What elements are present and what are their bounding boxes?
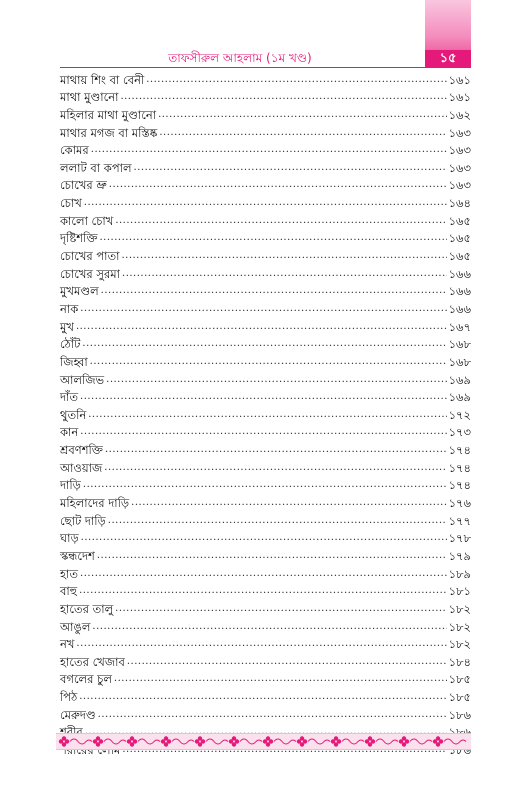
toc-row xyxy=(60,492,471,510)
toc-dot-leader xyxy=(80,567,447,581)
toc-row xyxy=(60,316,471,334)
toc-row xyxy=(60,281,471,299)
toc-row xyxy=(60,651,471,669)
toc-dot-leader xyxy=(131,496,446,510)
toc-entry-page: ১৬৯ xyxy=(448,372,471,387)
toc-dot-leader xyxy=(82,337,446,351)
toc-entry-title: শ্রবণশক্তি xyxy=(60,443,103,458)
toc-entry-page: ১৬২ xyxy=(448,107,471,122)
flower-ornament-icon xyxy=(331,736,364,746)
toc-dot-leader xyxy=(92,620,446,634)
toc-row xyxy=(60,528,471,546)
toc-entry-title: মাথায় শিং বা বেনী xyxy=(60,72,145,87)
toc-row xyxy=(60,404,471,422)
page-number: ১৫ xyxy=(425,50,471,68)
toc-row xyxy=(60,351,471,369)
toc-dot-leader xyxy=(108,514,447,528)
flower-ornament-icon xyxy=(399,736,432,746)
toc-dot-leader xyxy=(84,196,447,210)
toc-entry-title: কোমর xyxy=(60,143,89,158)
toc-entry-title: হাতের খেজাব xyxy=(60,654,125,669)
toc-row xyxy=(60,157,471,175)
toc-entry-page: ১৮২ xyxy=(448,619,471,634)
toc-dot-leader xyxy=(109,178,447,192)
toc-entry-page: ১৭৬ xyxy=(448,496,471,511)
toc-row xyxy=(60,457,471,475)
flower-ornament-icon xyxy=(195,736,228,746)
toc-row xyxy=(60,175,471,193)
toc-entry-title: পিঠ xyxy=(60,690,78,705)
toc-entry-page: ১৬৩ xyxy=(448,143,471,158)
toc-dot-leader xyxy=(79,584,447,598)
toc-row xyxy=(60,545,471,563)
toc-entry-title: মহিলার মাথা মুণ্ডানো xyxy=(60,107,157,122)
toc-row xyxy=(60,634,471,652)
toc-dot-leader xyxy=(83,478,447,492)
flower-ornament-icon xyxy=(93,736,126,746)
toc-row xyxy=(60,439,471,457)
toc-row xyxy=(60,69,471,87)
toc-entry-page: ১৬৮ xyxy=(448,337,471,352)
toc-row xyxy=(60,669,471,687)
toc-entry-page: ১৬৩ xyxy=(448,178,471,193)
toc-entry-title: মুখ xyxy=(60,319,74,334)
toc-dot-leader xyxy=(100,231,447,245)
toc-entry-title: বগলের চুল xyxy=(60,672,112,687)
toc-entry-title: জিহ্বা xyxy=(60,354,88,369)
toc-entry-title: ঠোঁট xyxy=(60,337,81,352)
toc-entry-title: কালো চোখ xyxy=(60,213,114,228)
toc-entry-page: ১৬৬ xyxy=(448,266,471,281)
toc-entry-title: চোখ xyxy=(60,196,82,211)
toc-entry-page: ১৮৯ xyxy=(448,566,471,581)
toc-dot-leader xyxy=(88,408,446,422)
toc-entry-title: দৃষ্টিশক্তি xyxy=(60,231,98,246)
toc-entry-title: মাথার মগজ বা মস্তিষ্ক xyxy=(60,125,158,140)
toc-row xyxy=(60,581,471,599)
header-rule xyxy=(60,67,471,68)
toc-entry-page: ১৬৩ xyxy=(448,160,471,175)
toc-entry-page: ১৭৪ xyxy=(448,443,471,458)
toc-entry-title: নাক xyxy=(60,301,79,316)
running-header-title: তাফসীরুল আহলাম (১ম খণ্ড) xyxy=(168,51,312,65)
toc-entry-title: চোখের সুরমা xyxy=(60,266,121,281)
toc-row xyxy=(60,598,471,616)
toc-dot-leader xyxy=(76,637,446,651)
toc-row xyxy=(60,510,471,528)
toc-entry-page: ১৬১ xyxy=(448,90,471,105)
toc-row xyxy=(60,245,471,263)
toc-entry-page: ১৭৩ xyxy=(448,425,471,440)
toc-entry-page: ১৭২ xyxy=(448,407,471,422)
toc-entry-title: ছোট দাড়ি xyxy=(60,513,106,528)
toc-entry-title: মহিলাদের দাড়ি xyxy=(60,496,130,511)
toc-entry-page: ১৮৫ xyxy=(448,690,471,705)
toc-entry-page: ১৭৮ xyxy=(448,531,471,546)
toc-entry-page: ১৬১ xyxy=(448,72,471,87)
toc-entry-page: ১৮৪ xyxy=(448,654,471,669)
flower-ornament-icon xyxy=(297,736,330,746)
toc-entry-title: বাহু xyxy=(60,584,78,599)
toc-dot-leader xyxy=(114,672,447,686)
toc-entry-page: ১৮৬ xyxy=(448,707,471,722)
toc-entry-title: আওয়াজ xyxy=(60,460,103,475)
toc-row xyxy=(60,298,471,316)
toc-entry-page: ১৬৪ xyxy=(448,196,471,211)
toc-entry-title: স্কন্ধদেশ xyxy=(60,548,95,563)
toc-dot-leader xyxy=(98,708,447,722)
toc-dot-leader xyxy=(115,214,446,228)
toc-entry-title: আঙুল xyxy=(60,619,91,634)
toc-entry-page: ১৬৩ xyxy=(448,125,471,140)
toc-entry-page: ১৮১ xyxy=(448,584,471,599)
toc-entry-title: নখ xyxy=(60,637,75,652)
flower-ornament-icon xyxy=(263,736,296,746)
toc-entry-page: ১৭৪ xyxy=(448,478,471,493)
toc-entry-title: চোখের ভ্রু xyxy=(60,178,107,193)
footer-ornament-band xyxy=(56,733,471,750)
toc-row xyxy=(60,210,471,228)
toc-row xyxy=(60,192,471,210)
toc-row xyxy=(60,422,471,440)
toc-row xyxy=(60,704,471,722)
toc-dot-leader xyxy=(80,390,447,404)
toc-entry-title: চোখের পাতা xyxy=(60,249,120,264)
toc-dot-leader xyxy=(104,461,446,475)
toc-row xyxy=(60,334,471,352)
toc-dot-leader xyxy=(122,267,447,281)
toc-dot-leader xyxy=(134,161,447,175)
table-of-contents xyxy=(60,69,471,757)
toc-entry-title: মুখমণ্ডল xyxy=(60,284,99,299)
toc-entry-title: আলজিভ xyxy=(60,372,105,387)
toc-entry-page: ১৬৫ xyxy=(448,249,471,264)
toc-entry-title: ললাট বা কপাল xyxy=(60,160,132,175)
toc-row xyxy=(60,387,471,405)
toc-row xyxy=(60,122,471,140)
toc-dot-leader xyxy=(91,143,447,157)
toc-entry-page: ১৭৯ xyxy=(448,548,471,563)
flower-ornament-icon xyxy=(433,736,466,746)
toc-entry-page: ১৮২ xyxy=(448,601,471,616)
toc-dot-leader xyxy=(81,531,447,545)
toc-entry-page: ১৮২ xyxy=(448,637,471,652)
toc-entry-page: ১৭৪ xyxy=(448,460,471,475)
toc-row xyxy=(60,228,471,246)
toc-entry-page: ১৬৬ xyxy=(448,301,471,316)
toc-entry-page: ১৬৬ xyxy=(448,284,471,299)
toc-row xyxy=(60,263,471,281)
toc-row xyxy=(60,563,471,581)
toc-dot-leader xyxy=(90,355,447,369)
toc-entry-title: হাতের তালু xyxy=(60,601,114,616)
flower-ornament-icon xyxy=(59,736,92,746)
toc-dot-leader xyxy=(121,249,446,263)
toc-entry-title: থুতনি xyxy=(60,407,87,422)
toc-dot-leader xyxy=(115,602,446,616)
flower-ornament-icon xyxy=(229,736,262,746)
toc-dot-leader xyxy=(80,302,446,316)
toc-dot-leader xyxy=(159,126,446,140)
toc-dot-leader xyxy=(158,108,447,122)
toc-row xyxy=(60,616,471,634)
toc-dot-leader xyxy=(80,425,446,439)
toc-entry-title: ঘাড় xyxy=(60,531,79,546)
toc-entry-page: ১৮৫ xyxy=(448,672,471,687)
toc-entry-title: মাথা মুণ্ডানো xyxy=(60,90,119,105)
toc-dot-leader xyxy=(79,690,446,704)
toc-row xyxy=(60,369,471,387)
toc-row xyxy=(60,87,471,105)
toc-row xyxy=(60,475,471,493)
toc-row xyxy=(60,686,471,704)
toc-entry-page: ১৬৯ xyxy=(448,390,471,405)
toc-entry-page: ১৬৭ xyxy=(448,319,471,334)
toc-dot-leader xyxy=(76,320,447,334)
toc-dot-leader xyxy=(105,443,447,457)
toc-entry-page: ১৬৮ xyxy=(448,354,471,369)
toc-dot-leader xyxy=(101,284,447,298)
footer-ornament xyxy=(56,734,471,749)
toc-entry-title: কান xyxy=(60,425,79,440)
toc-dot-leader xyxy=(97,549,447,563)
toc-dot-leader xyxy=(120,90,446,104)
toc-entry-title: মেরুদণ্ড xyxy=(60,707,96,722)
toc-entry-page: ১৬৫ xyxy=(448,231,471,246)
toc-entry-title: দাড়ি xyxy=(60,478,81,493)
flower-ornament-icon xyxy=(127,736,160,746)
flower-ornament-icon xyxy=(365,736,398,746)
toc-entry-page: ১৭৭ xyxy=(448,513,471,528)
toc-row xyxy=(60,104,471,122)
toc-dot-leader xyxy=(127,655,447,669)
toc-entry-page: ১৬৫ xyxy=(448,213,471,228)
toc-dot-leader xyxy=(106,373,446,387)
flower-ornament-icon xyxy=(161,736,194,746)
toc-row xyxy=(60,140,471,158)
toc-entry-title: হাত xyxy=(60,566,79,581)
toc-dot-leader xyxy=(146,73,446,87)
toc-entry-title: দাঁত xyxy=(60,390,79,405)
